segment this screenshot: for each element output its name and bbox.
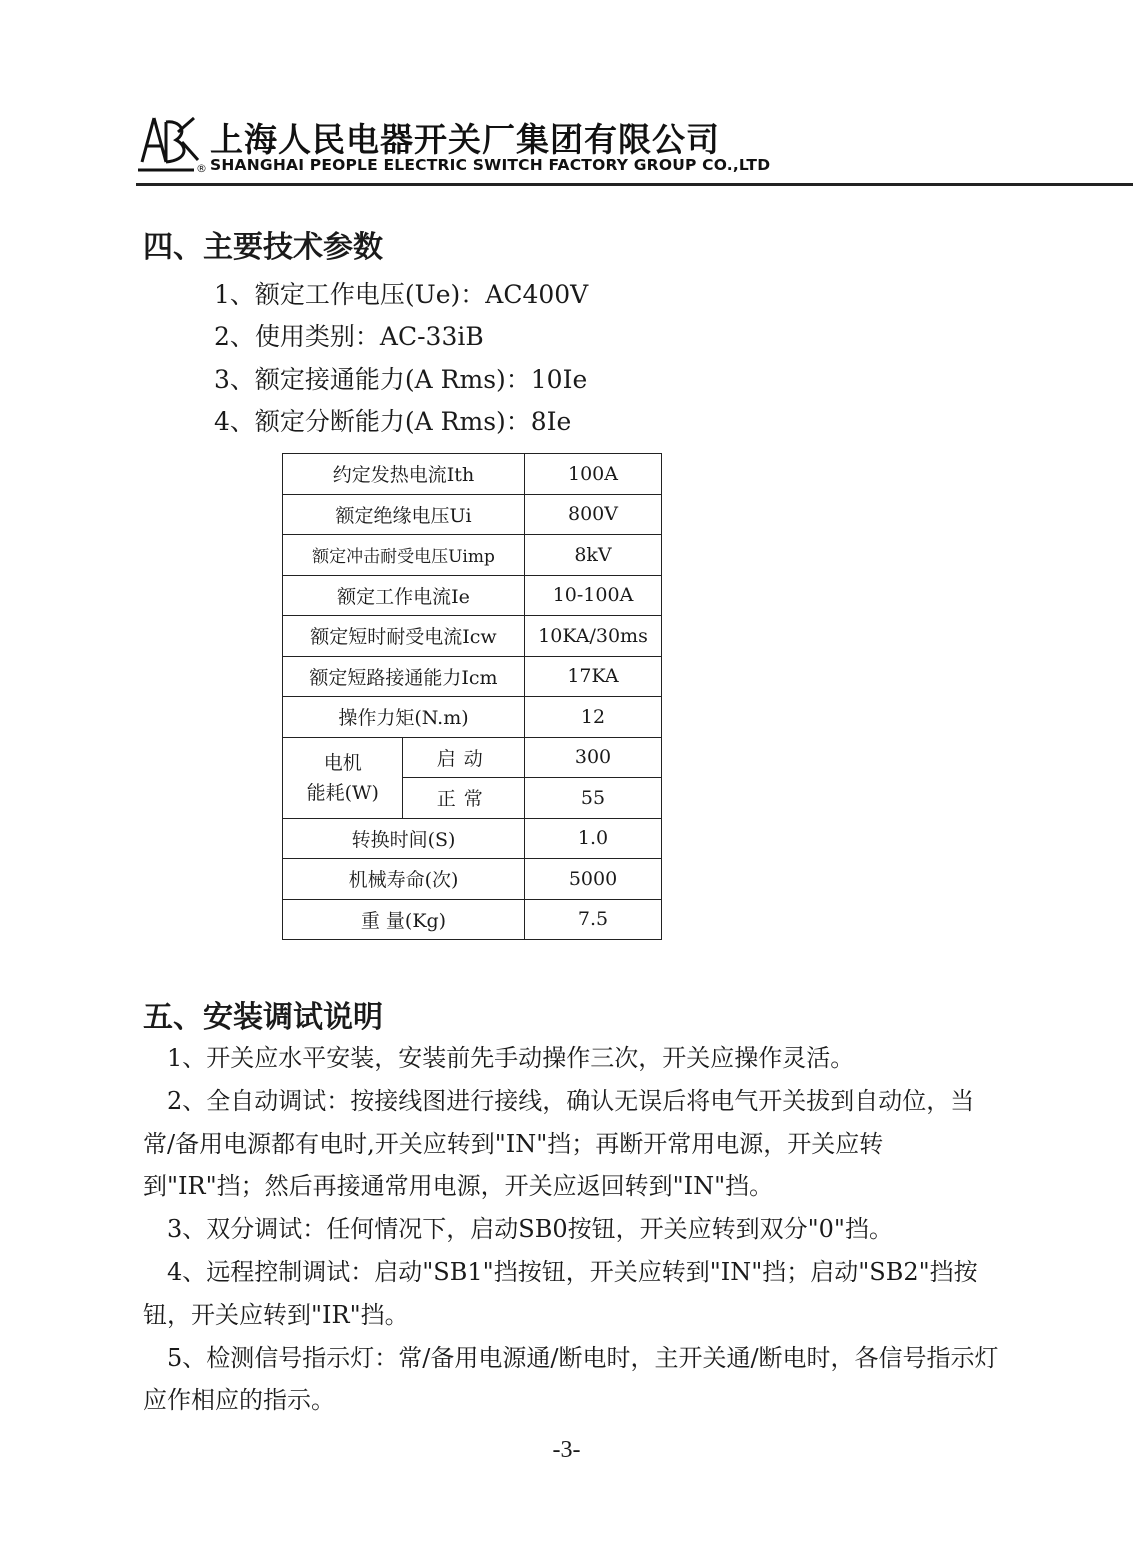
page-number: -3- (552, 1437, 581, 1463)
param-value: 17KA (525, 656, 662, 697)
table-row (283, 737, 662, 778)
motor-label-line2: 能耗(W) (306, 781, 379, 804)
table-row (283, 454, 662, 495)
param-name: 操作力矩(N.m) (283, 697, 525, 738)
spec-item: 4、额定分断能力(A Rms)：8Ie (214, 407, 572, 436)
instruction-paragraph: 1、开关应水平安装，安装前先手动操作三次，开关应操作灵活。 (167, 1044, 855, 1072)
instruction-paragraph: 4、远程控制调试：启动"SB1"挡按钮，开关应转到"IN"挡；启动"SB2"挡按钮，开关应转到"IR"挡。 (143, 1257, 978, 1329)
instruction-paragraph: 2、全自动调试：按接线图进行接线，确认无误后将电气开关拔到自动位，当常/备用电源都有电时,开关应转到"IN"挡；再断开常用电源，开关应转到"IR"挡；然后再接通常用电源，开关应返回转到"IN"挡。 (143, 1086, 975, 1201)
tech-params-table (282, 453, 662, 940)
table-row (283, 697, 662, 738)
motor-label-line1: 电机 (323, 751, 362, 774)
param-value: 12 (525, 697, 662, 738)
motor-start-label: 启动 (403, 737, 525, 778)
table-row (283, 535, 662, 576)
section5-title: 五、安装调试说明 (143, 1000, 383, 1035)
motor-normal-value: 55 (525, 778, 662, 819)
param-name: 额定绝缘电压Ui (283, 494, 525, 535)
param-value: 1.0 (525, 818, 662, 859)
table-row (283, 859, 662, 900)
table-row (283, 616, 662, 657)
param-name: 额定冲击耐受电压Uimp (283, 535, 525, 576)
param-name: 额定短时耐受电流Icw (283, 616, 525, 657)
param-value: 7.5 (525, 899, 662, 940)
instruction-paragraph: 5、检测信号指示灯：常/备用电源通/断电时，主开关通/断电时，各信号指示灯应作相应的指示。 (143, 1343, 999, 1415)
motor-power-label (283, 737, 403, 818)
param-name: 约定发热电流Ith (283, 454, 525, 495)
spec-item: 2、使用类别：AC-33iB (214, 322, 484, 351)
company-header (136, 112, 1133, 186)
header-divider (136, 183, 1133, 186)
company-name-cn: 上海人民电器开关厂集团有限公司 (210, 120, 720, 159)
param-name: 机械寿命(次) (283, 859, 525, 900)
param-name: 转换时间(S) (283, 818, 525, 859)
param-value: 800V (525, 494, 662, 535)
param-value: 100A (525, 454, 662, 495)
table-row (283, 494, 662, 535)
spec-item: 1、额定工作电压(Ue)：AC400V (214, 280, 589, 309)
motor-normal-label: 正常 (403, 778, 525, 819)
company-logo-icon (136, 112, 202, 178)
table-row (283, 656, 662, 697)
param-value: 5000 (525, 859, 662, 900)
param-name: 额定工作电流Ie (283, 575, 525, 616)
table-row (283, 575, 662, 616)
instruction-paragraph: 3、双分调试：任何情况下，启动SB0按钮，开关应转到双分"0"挡。 (167, 1215, 893, 1244)
param-name: 重 量(Kg) (283, 899, 525, 940)
param-value: 10-100A (525, 575, 662, 616)
company-name-en: SHANGHAI PEOPLE ELECTRIC SWITCH FACTORY GROUP CO.,LTD (210, 156, 771, 174)
table-row (283, 899, 662, 940)
section4-title: 四、主要技术参数 (143, 230, 383, 265)
install-instructions (143, 1037, 1003, 1422)
registered-mark: ® (196, 162, 207, 175)
motor-start-value: 300 (525, 737, 662, 778)
spec-item: 3、额定接通能力(A Rms)：10Ie (214, 365, 588, 394)
table-row (283, 818, 662, 859)
param-value: 8kV (525, 535, 662, 576)
param-name: 额定短路接通能力Icm (283, 656, 525, 697)
param-value: 10KA/30ms (525, 616, 662, 657)
